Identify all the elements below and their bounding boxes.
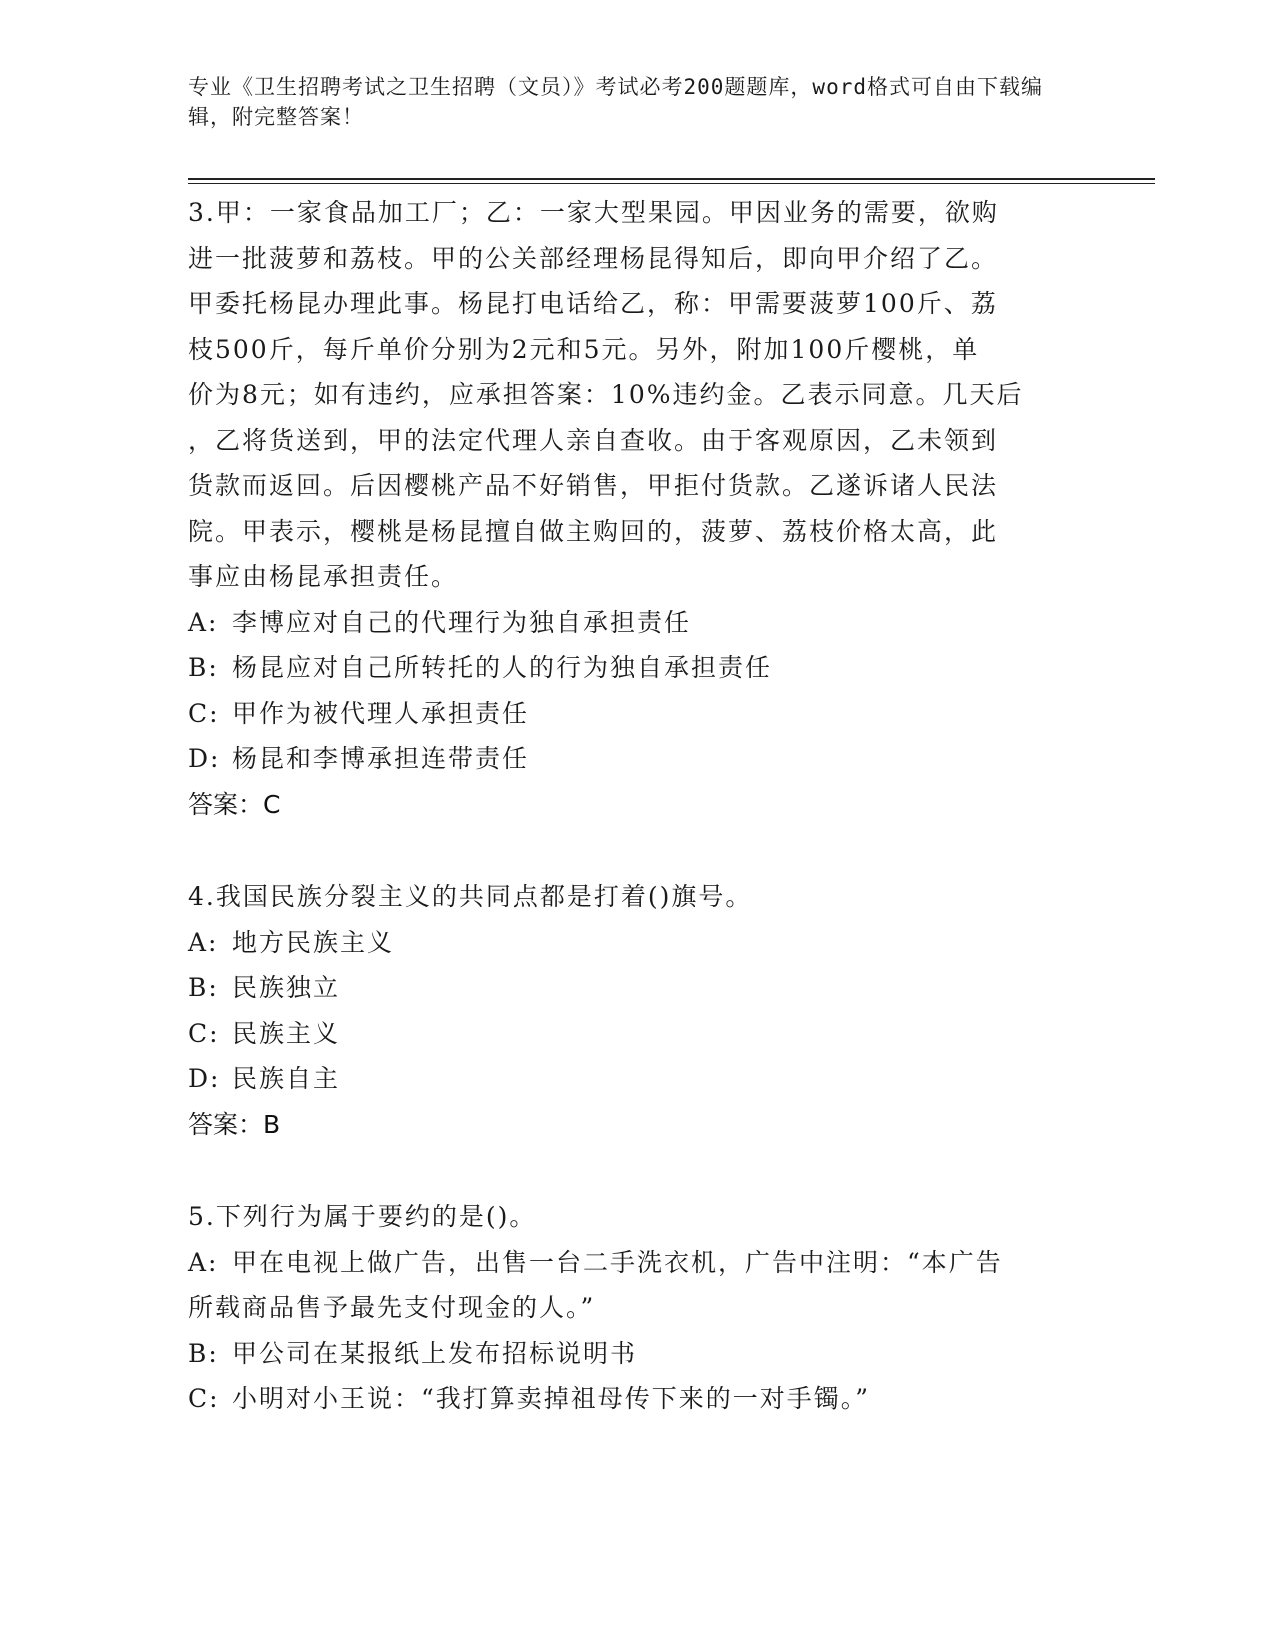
header-rule-thin: [188, 183, 1155, 184]
question-3-stem-line: 院。甲表示，樱桃是杨昆擅自做主购回的，菠萝、荔枝价格太高，此: [188, 516, 999, 546]
question-4: [188, 874, 1078, 1147]
question-5-option-a: [188, 1240, 1078, 1286]
question-list: [188, 190, 1078, 1422]
question-5-option-c: [188, 1376, 1078, 1422]
option-letter: B:: [188, 973, 219, 1002]
question-3-stem-line: 进一批菠萝和荔枝。甲的公关部经理杨昆得知后，即向甲介绍了乙。: [188, 243, 999, 273]
option-letter: D:: [188, 1064, 221, 1093]
option-text: 李博应对自己的代理行为独自承担责任: [232, 607, 692, 637]
question-4-answer: 答案：B: [188, 1109, 281, 1139]
option-letter: C:: [188, 698, 220, 728]
option-text: 民族独立: [232, 973, 341, 1002]
question-4-option-b: [188, 965, 1078, 1011]
question-4-option-d: [188, 1056, 1078, 1102]
question-3: [188, 190, 1078, 827]
header-text: 专业《卫生招聘考试之卫生招聘（文员）》考试必考200题题库，word格式可自由下载编辑，附完整答案！: [188, 75, 1043, 129]
question-3-answer: 答案：C: [188, 789, 281, 819]
question-4-stem-line: 4.我国民族分裂主义的共同点都是打着()旗号。: [188, 882, 753, 911]
document-header: [188, 72, 1078, 132]
option-letter: A:: [188, 1247, 219, 1277]
option-letter: A:: [188, 927, 219, 957]
question-3-stem-line: 价为8元；如有违约，应承担答案：10%违约金。乙表示同意。几天后: [188, 380, 1024, 409]
header-rule-thick: [188, 178, 1155, 180]
question-4-option-a: [188, 920, 1078, 966]
option-text: 民族自主: [232, 1064, 341, 1093]
question-3-option-d: [188, 736, 1078, 782]
option-letter: B:: [188, 1338, 219, 1368]
question-3-stem-line: 3.甲：一家食品加工厂；乙：一家大型果园。甲因业务的需要，欲购: [188, 198, 999, 227]
question-spacer: [188, 1147, 1078, 1194]
question-5: [188, 1194, 1078, 1422]
option-text: 民族主义: [232, 1018, 341, 1048]
option-letter: A:: [188, 607, 219, 637]
question-3-stem-line: 甲委托杨昆办理此事。杨昆打电话给乙，称：甲需要菠萝100斤、荔: [188, 289, 998, 318]
question-5-stem-line: 5.下列行为属于要约的是()。: [188, 1202, 537, 1231]
question-3-stem-line: 事应由杨昆承担责任。: [188, 562, 459, 591]
question-5-option-a-continued: 所载商品售予最先支付现金的人。”: [188, 1293, 596, 1322]
question-3-option-c: [188, 691, 1078, 737]
question-spacer: [188, 827, 1078, 874]
option-letter: B:: [188, 653, 219, 682]
question-3-option-b: [188, 645, 1078, 691]
option-letter: C:: [188, 1018, 220, 1048]
option-text: 甲作为被代理人承担责任: [232, 698, 530, 728]
question-5-option-b: [188, 1331, 1078, 1377]
question-4-option-c: [188, 1011, 1078, 1057]
option-text: 杨昆和李博承担连带责任: [232, 744, 530, 773]
option-letter: C:: [188, 1384, 220, 1413]
option-text: 地方民族主义: [232, 927, 395, 957]
question-3-stem-line: 货款而返回。后因樱桃产品不好销售，甲拒付货款。乙遂诉诸人民法: [188, 471, 999, 500]
option-letter: D:: [188, 744, 221, 773]
question-3-option-a: [188, 600, 1078, 646]
option-text: 甲公司在某报纸上发布招标说明书: [232, 1338, 638, 1368]
question-3-stem-line: 枝500斤，每斤单价分别为2元和5元。另外，附加100斤樱桃，单: [188, 334, 980, 364]
option-text: 小明对小王说：“我打算卖掉祖母传下来的一对手镯。”: [232, 1384, 871, 1413]
option-text: 杨昆应对自己所转托的人的行为独自承担责任: [232, 653, 773, 682]
question-3-stem-line: ，乙将货送到，甲的法定代理人亲自查收。由于客观原因，乙未领到: [188, 425, 999, 455]
option-text: 甲在电视上做广告，出售一台二手洗衣机，广告中注明：“本广告: [232, 1247, 1003, 1277]
